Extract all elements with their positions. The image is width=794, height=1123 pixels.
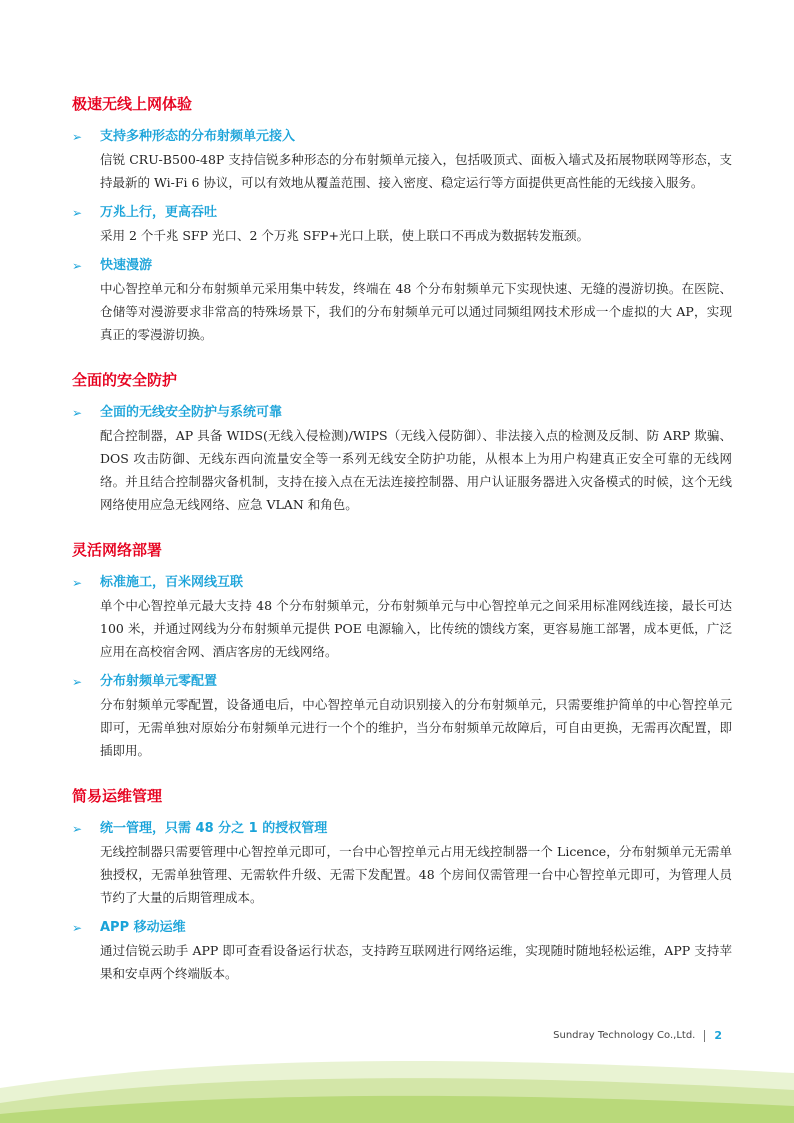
feature-item-title: 快速漫游: [100, 258, 153, 273]
section-title: 灵活网络部署: [72, 541, 163, 559]
footer-divider: [704, 1030, 705, 1042]
footer-wave-decoration: [0, 1048, 794, 1123]
feature-item-body: 分布射频单元零配置，设备通电后，中心智控单元自动识别接入的分布射频单元，只需要维护简单的中心智控单元即可，无需单独对原始分布射频单元进行一个个的维护，当分布射频单元故障后，可自由更换，无需再次配置，即插即用。: [100, 697, 732, 758]
feature-item: [72, 917, 732, 985]
feature-item-title: 全面的无线安全防护与系统可靠: [100, 405, 283, 420]
arrow-bullet-icon: ➢: [72, 921, 83, 935]
section: [72, 538, 732, 762]
feature-item-title: 统一管理，只需 48 分之 1 的授权管理: [100, 821, 328, 836]
feature-item-body: 信锐 CRU-B500-48P 支持信锐多种形态的分布射频单元接入，包括吸顶式、面板入墙式及拓展物联网等形态，支持最新的 Wi-Fi 6 协议，可以有效地从覆盖范围、接入密度、稳定运行等方面提供更高性能的无线接入服务。: [100, 152, 732, 190]
feature-item-body: 配合控制器，AP 具备 WIDS(无线入侵检测)/WIPS（无线入侵防御）、非法接入点的检测及反制、防 ARP 欺骗、DOS 攻击防御、无线东西向流量安全等一系列无线安全防护功能，从根本上为用户构建真正安全可靠的无线网络。并且结合控制器灾备机制，支持在接入点在无法连接控制器、用户认证服务器进入灾备模式的时候，这个无线网络使用应急无线网络、应急 VLAN 和角色。: [100, 428, 732, 512]
section: [72, 368, 732, 516]
arrow-bullet-icon: ➢: [72, 576, 83, 590]
feature-item-header: [72, 572, 732, 594]
arrow-bullet-icon: ➢: [72, 130, 83, 144]
feature-item-body: 采用 2 个千兆 SFP 光口、2 个万兆 SFP+光口上联，使上联口不再成为数据转发瓶颈。: [100, 228, 590, 243]
feature-item-header: [72, 671, 732, 693]
arrow-bullet-icon: ➢: [72, 822, 83, 836]
footer-company: Sundray Technology Co.,Ltd.: [553, 1030, 696, 1041]
arrow-bullet-icon: ➢: [72, 206, 83, 220]
section-title: 极速无线上网体验: [72, 95, 193, 113]
arrow-bullet-icon: ➢: [72, 675, 83, 689]
section-title: 全面的安全防护: [72, 371, 178, 389]
section-title: 简易运维管理: [72, 787, 163, 805]
feature-item-title: 支持多种形态的分布射频单元接入: [100, 129, 296, 144]
feature-item: [72, 202, 732, 247]
feature-item-title: 标准施工，百米网线互联: [100, 575, 244, 590]
feature-item: [72, 126, 732, 194]
arrow-bullet-icon: ➢: [72, 259, 83, 273]
section: [72, 92, 732, 346]
feature-item-header: [72, 917, 732, 939]
feature-item: [72, 402, 732, 516]
feature-item-header: [72, 818, 732, 840]
feature-item: [72, 572, 732, 663]
feature-item: [72, 818, 732, 909]
feature-item-title: 万兆上行，更高吞吐: [100, 205, 218, 220]
feature-item-header: [72, 255, 732, 277]
feature-item-header: [72, 126, 732, 148]
document-content: [72, 92, 732, 1007]
feature-item-body: 中心智控单元和分布射频单元采用集中转发，终端在 48 个分布射频单元下实现快速、无缝的漫游切换。在医院、仓储等对漫游要求非常高的特殊场景下，我们的分布射频单元可以通过同频组网技术形成一个虚拟的大 AP，实现真正的零漫游切换。: [100, 281, 732, 342]
page-footer: [553, 1029, 722, 1042]
feature-item: [72, 255, 732, 346]
page-number: 2: [714, 1029, 722, 1042]
feature-item-body: 通过信锐云助手 APP 即可查看设备运行状态，支持跨互联网进行网络运维，实现随时随地轻松运维，APP 支持苹果和安卓两个终端版本。: [100, 943, 732, 981]
feature-item: [72, 671, 732, 762]
feature-item-header: [72, 402, 732, 424]
feature-item-body: 无线控制器只需要管理中心智控单元即可，一台中心智控单元占用无线控制器一个 Licence，分布射频单元无需单独授权，无需单独管理、无需软件升级、无需下发配置。48 个房间仅需管理一台中心智控单元即可，为管理人员节约了大量的后期管理成本。: [100, 844, 732, 905]
section: [72, 784, 732, 985]
feature-item-header: [72, 202, 732, 224]
feature-item-title: 分布射频单元零配置: [100, 674, 218, 689]
feature-item-body: 单个中心智控单元最大支持 48 个分布射频单元，分布射频单元与中心智控单元之间采用标准网线连接，最长可达 100 米，并通过网线为分布射频单元提供 POE 电源输入，比传统的馈线方案，更容易施工部署，成本更低，广泛应用在高校宿舍网、酒店客房的无线网络。: [100, 598, 732, 659]
arrow-bullet-icon: ➢: [72, 406, 83, 420]
feature-item-title: APP 移动运维: [100, 920, 186, 935]
